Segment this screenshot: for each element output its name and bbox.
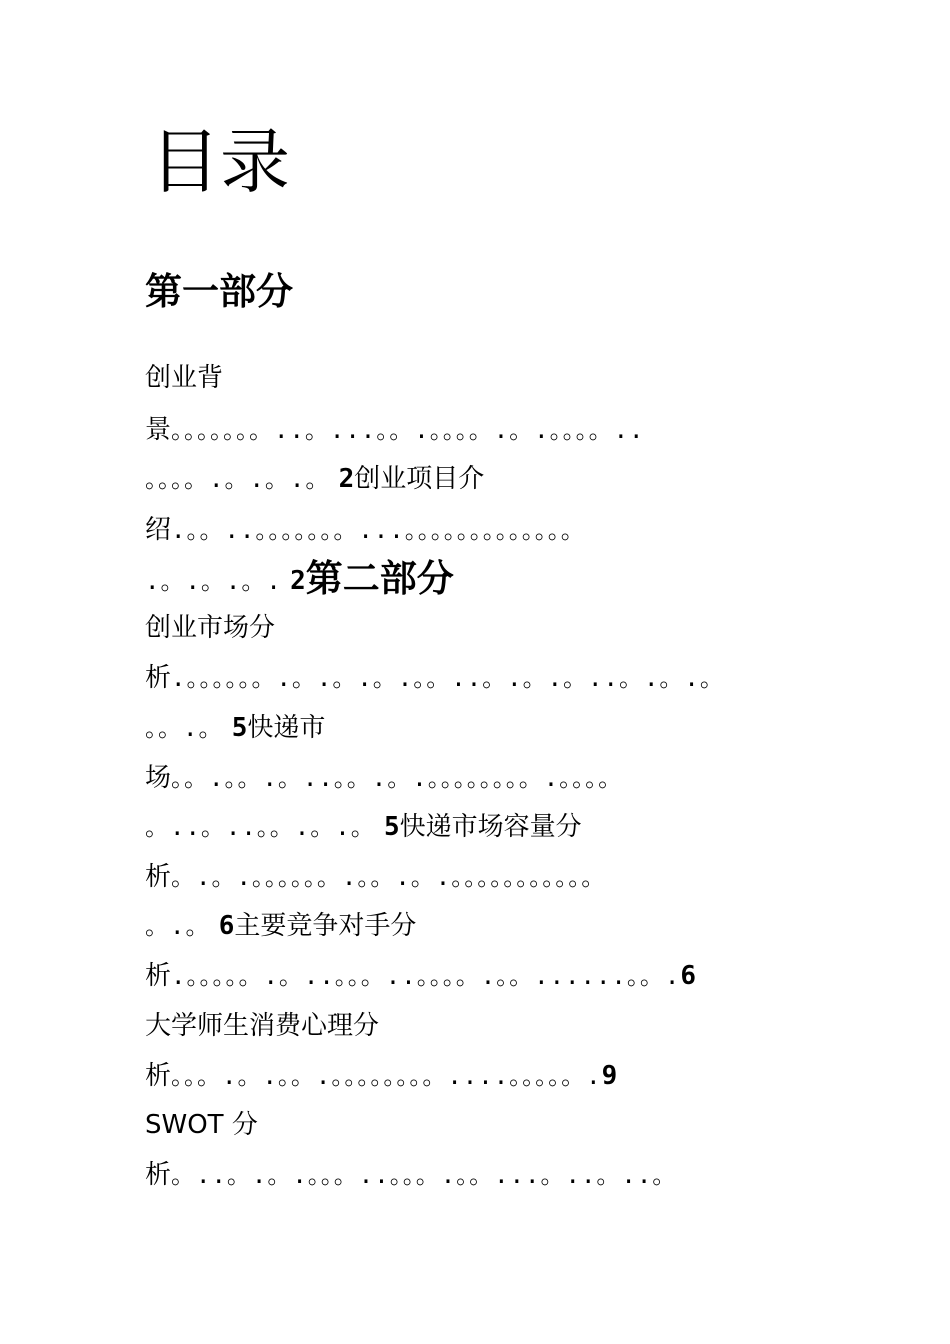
toc-entry-swot-dots <box>145 1157 677 1193</box>
toc-entry-project-dots <box>145 512 586 548</box>
dot-leader: .。。。。。.。..。。。..。。。。.。。......。。. <box>171 962 681 990</box>
entry-label: 析 <box>145 1061 172 1091</box>
toc-entry-psychology-dots <box>145 1058 617 1094</box>
dot-leader: 。。.。 <box>145 714 224 742</box>
toc-entry-express-page <box>145 809 582 845</box>
entry-label: 创业市场分 <box>145 613 276 643</box>
entry-label: 创业背 <box>145 363 224 393</box>
toc-entry-competitors-dots <box>145 958 696 994</box>
entry-label: 快递市 <box>247 713 326 743</box>
dot-leader: .。。..。。。。。。。...。。。。。。。。。。。。。 <box>171 516 586 544</box>
part-two-heading: 第二部分 <box>305 557 454 600</box>
page-number: 2 <box>338 464 355 494</box>
entry-label: 快递市场容量分 <box>399 812 582 842</box>
toc-entry-background-page <box>145 461 484 497</box>
dot-leader: 。。。.。.。。.。。。。。。。。....。。。。。. <box>171 1062 602 1090</box>
dot-leader: 。.。 <box>145 912 211 940</box>
toc-entry-background-dots <box>145 412 645 448</box>
dot-leader: .。。。。。。.。.。.。.。。..。.。.。..。.。.。 <box>171 664 725 692</box>
toc-entry-background-label <box>145 360 223 396</box>
dot-leader: 。。.。。.。..。。.。.。。。。。。。。.。。。。 <box>171 764 624 792</box>
dot-leader: 。。。。.。.。.。 <box>145 465 331 493</box>
toc-entry-express-dots <box>145 760 623 796</box>
toc-entry-market-page <box>145 710 325 746</box>
page-number: 6 <box>680 961 696 991</box>
page-number: 5 <box>231 713 248 743</box>
entry-label: 析 <box>145 862 172 892</box>
dot-leader: 。..。.。.。。。..。。。.。。...。..。..。 <box>171 1161 678 1189</box>
dot-leader: 。..。..。。.。.。 <box>145 813 376 841</box>
page-number: 9 <box>601 1061 618 1091</box>
entry-label: 创业项目介 <box>354 464 485 494</box>
entry-label: 主要竞争对手分 <box>234 911 417 941</box>
dot-leader: 。。。。。。。..。...。。.。。。。.。.。。。。.. <box>171 416 645 444</box>
entry-label: 大学师生消费心理分 <box>145 1011 380 1041</box>
page-number: 5 <box>383 812 400 842</box>
dot-leader: 。.。.。。。。。。.。。.。.。。。。。。。。。。。 <box>171 863 607 891</box>
toc-title: 目录 <box>150 121 290 203</box>
toc-entry-capacity-dots <box>145 859 606 895</box>
toc-entry-market-label <box>145 610 275 646</box>
entry-label: 析 <box>145 663 172 693</box>
toc-entry-swot-label <box>145 1107 258 1143</box>
entry-label: 析 <box>145 1160 172 1190</box>
entry-label: 析 <box>145 961 172 991</box>
toc-entry-market-dots <box>145 660 725 696</box>
entry-label: 绍 <box>145 515 172 545</box>
entry-label: SWOT 分 <box>145 1110 258 1140</box>
part-one-heading: 第一部分 <box>145 270 293 313</box>
entry-label: 景 <box>145 415 172 445</box>
page-number: 2 <box>290 566 306 596</box>
toc-entry-capacity-page <box>145 908 416 944</box>
page-number: 6 <box>218 911 235 941</box>
dot-leader: .。.。.。. <box>145 567 282 595</box>
entry-label: 场 <box>145 763 172 793</box>
toc-entry-psychology-label <box>145 1008 379 1044</box>
toc-entry-project-page <box>145 557 454 600</box>
